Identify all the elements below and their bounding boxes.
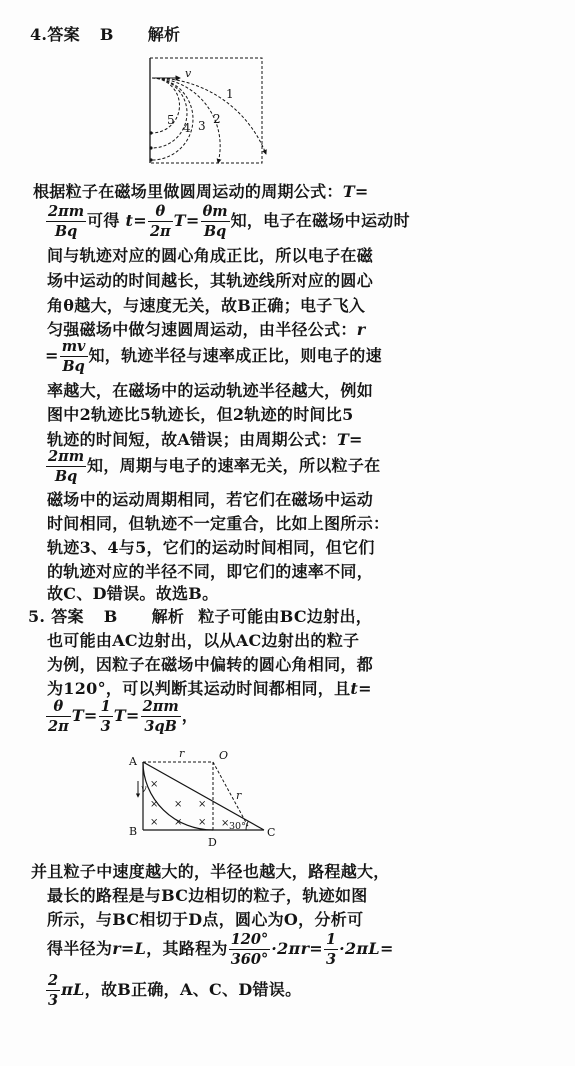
fraction	[324, 931, 338, 968]
q5-line-4-math: t=	[350, 679, 372, 698]
q5-line-9-math-c: ·2πL=	[339, 939, 394, 958]
vertex-a-label: A	[129, 755, 137, 768]
field-mark: ×	[150, 799, 159, 810]
q4-analysis-label: 解析	[147, 25, 181, 44]
q4-line-11	[45, 448, 380, 485]
fraction	[141, 698, 181, 735]
q5-line-8: 所示，与BC相切于D点，圆心为O，分析可	[47, 910, 364, 929]
q4-line-6-math: r	[356, 320, 366, 339]
q4-line-14: 轨迹3、4与5，它们的运动时间相同，但它们	[47, 538, 375, 557]
fraction-denominator: 3qB	[144, 718, 177, 735]
track-label-2: 2	[213, 112, 221, 126]
radius-top-label: r	[179, 747, 185, 760]
q4-line-9: 图中2轨迹比5轨迹长，但2轨迹的时间比5	[47, 405, 354, 424]
track-label-1: 1	[226, 87, 234, 101]
q4-line-5: 角θ越大，与速度无关，故B正确；电子飞入	[47, 296, 366, 315]
fraction	[46, 203, 86, 240]
fraction	[60, 338, 88, 375]
track-label-3: 3	[198, 119, 206, 133]
field-mark: ×	[150, 817, 159, 828]
fraction-denominator: Bq	[62, 358, 85, 375]
fraction-numerator: θm	[202, 203, 228, 220]
q4-line-6-text: 匀强磁场中做匀速圆周运动，由半径公式：	[47, 320, 357, 339]
q5-answer-label: 答案	[51, 607, 84, 626]
angle-label: 30°	[229, 821, 246, 832]
fraction-numerator: 1	[100, 698, 111, 715]
q4-line-1-text: 根据粒子在磁场里做圆周运动的周期公式：	[33, 182, 343, 201]
q4-line-2-text-a: 可得	[87, 211, 126, 230]
fraction-denominator: Bq	[54, 223, 78, 240]
q4-line-1	[33, 182, 369, 202]
vertex-c-label: C	[267, 826, 276, 839]
radius-slant-label: r	[236, 789, 242, 802]
track-label-4: 4	[183, 121, 191, 135]
field-mark: ×	[221, 818, 230, 829]
q4-answer-label: 答案	[47, 25, 80, 44]
q4-answer: B	[99, 25, 114, 44]
fraction-denominator: Bq	[203, 223, 227, 240]
vertex-b-label: B	[129, 825, 138, 838]
fraction-numerator: 1	[326, 931, 337, 948]
q5-line-5-math-b: T=	[113, 706, 140, 725]
q4-line-1-math: T=	[342, 182, 369, 201]
fraction	[201, 203, 230, 240]
q5-line-10-text: ，故B正确，A、C、D错误。	[84, 980, 302, 999]
field-boundary-dashed	[150, 58, 262, 163]
q4-line-6	[47, 320, 365, 340]
q5-line-7: 最长的路程是与BC边相切的粒子，轨迹如图	[47, 886, 368, 905]
q5-line-9-math-b: ·2πr=	[271, 939, 323, 958]
figure-electron-tracks	[140, 50, 275, 170]
field-mark: ×	[198, 817, 207, 828]
field-mark: ×	[174, 817, 183, 828]
q5-line-1-text: 粒子可能由BC边射出，	[198, 607, 373, 626]
q5-line-10	[45, 972, 301, 1009]
q4-line-7	[45, 338, 382, 375]
track-5-arc	[152, 78, 180, 133]
track-label-5: 5	[167, 113, 175, 127]
q5-line-5-text: ，	[181, 706, 198, 725]
fraction-numerator: 2πm	[142, 698, 179, 715]
q4-line-3: 间与轨迹对应的圆心角成正比，所以电子在磁	[47, 246, 374, 265]
fraction-denominator: Bq	[54, 468, 78, 485]
q4-line-13: 时间相同，但轨迹不一定重合，比如上图所示：	[47, 514, 390, 533]
q5-answer: B	[103, 607, 118, 626]
q5-line-3: 为例，因粒子在磁场中偏转的圆心角相同，都	[47, 655, 374, 674]
fraction	[229, 931, 271, 968]
q4-line-15: 的轨迹对应的半径不同，即它们的速率不同，	[47, 562, 374, 581]
q4-line-4: 场中运动的时间越长，其轨迹线所对应的圆心	[47, 271, 374, 290]
field-mark: ×	[198, 799, 207, 810]
q5-line-9-text-a: 得半径为	[47, 939, 113, 958]
fraction	[99, 698, 113, 735]
q4-heading	[30, 25, 180, 45]
q5-line-1	[28, 607, 372, 627]
q5-line-2: 也可能由AC边射出，以从AC边射出的粒子	[47, 631, 360, 650]
velocity-label: v	[185, 67, 192, 80]
q5-line-6: 并且粒子中速度越大的，半径也越大，路程越大，	[31, 862, 390, 881]
fraction-numerator: 2πm	[48, 203, 85, 220]
fraction-denominator: 2π	[48, 718, 69, 735]
center-o-label: O	[219, 749, 229, 762]
q5-line-9-text-b: ，其路程为	[146, 939, 228, 958]
fraction	[46, 698, 71, 735]
q5-number: 5.	[28, 607, 46, 626]
q4-line-7-math: =	[45, 346, 59, 365]
fraction-denominator: 360°	[230, 951, 269, 968]
q4-line-12: 磁场中的运动周期相同，若它们在磁场中运动	[47, 490, 374, 509]
figure-triangle-field	[125, 745, 290, 850]
q5-line-4	[47, 679, 372, 699]
fraction-numerator: 120°	[230, 931, 269, 948]
q4-line-7-text: 知，轨迹半径与速率成正比，则电子的速	[88, 346, 382, 365]
fraction-numerator: 2	[48, 972, 59, 989]
velocity-label: v	[141, 784, 147, 795]
q4-line-16: 故C、D错误。故选B。	[47, 584, 219, 603]
q5-line-9	[47, 931, 394, 968]
fraction-denominator: 2π	[149, 223, 171, 240]
fraction-numerator: mv	[61, 338, 86, 355]
q4-line-10-math: T=	[336, 430, 363, 449]
q5-analysis-label: 解析	[151, 607, 185, 626]
q4-line-10	[47, 430, 363, 450]
q5-line-4-text: 为120°，可以判断其运动时间都相同，且	[47, 679, 351, 698]
q4-line-2-math-b: T=	[173, 211, 200, 230]
q5-line-10-math: πL	[61, 980, 85, 999]
q5-line-9-math-a: r=L	[112, 939, 147, 958]
fraction	[46, 448, 86, 485]
q4-line-2	[45, 203, 410, 240]
field-mark: ×	[174, 799, 183, 810]
field-mark: ×	[150, 779, 159, 790]
fraction-denominator: 3	[48, 992, 59, 1009]
fraction-numerator: 2πm	[48, 448, 85, 465]
exit-dot-4	[149, 146, 152, 149]
fraction-numerator: θ	[148, 203, 173, 222]
q5-line-5-math-a: T=	[71, 706, 98, 725]
q4-line-10-text: 轨迹的时间短，故A错误；由周期公式：	[47, 430, 337, 449]
fraction-denominator: 3	[326, 951, 337, 968]
fraction-numerator: θ	[46, 698, 71, 717]
exit-dot-3	[149, 158, 152, 161]
fraction	[46, 972, 60, 1009]
fraction-denominator: 3	[100, 718, 111, 735]
point-d-label: D	[208, 836, 217, 849]
q4-line-2-text-b: 知，电子在磁场中运动时	[230, 211, 410, 230]
q4-line-2-math-a: t=	[125, 211, 147, 230]
q4-line-11-text: 知，周期与电子的速率无关，所以粒子在	[87, 456, 381, 475]
q5-line-5	[45, 698, 198, 735]
q4-line-8: 率越大，在磁场中的运动轨迹半径越大，例如	[47, 381, 374, 400]
exit-dot-5	[149, 131, 152, 134]
q4-number: 4.	[30, 25, 48, 44]
fraction	[148, 203, 173, 240]
